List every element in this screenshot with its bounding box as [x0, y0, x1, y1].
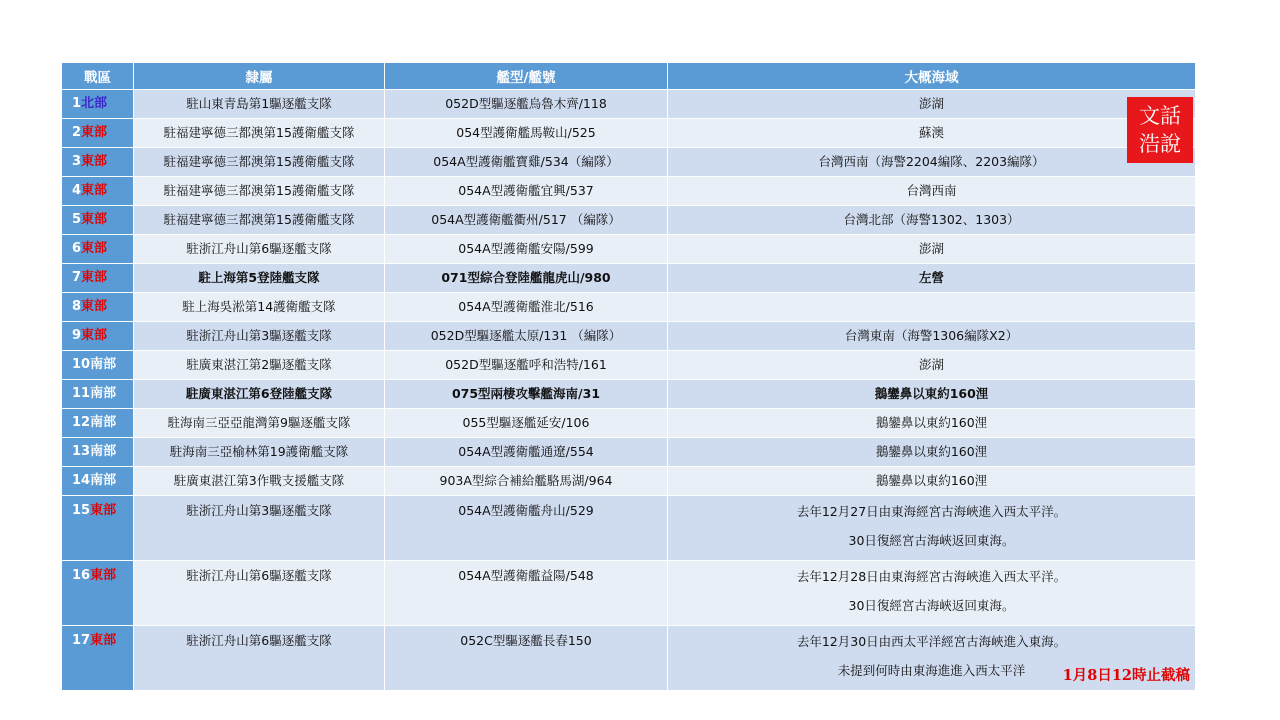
region-label: 東部 — [90, 503, 117, 518]
area-line: 台灣北部（海警1302、1303） — [843, 212, 1020, 227]
row-number: 2 — [72, 125, 82, 140]
row-number: 12 — [72, 415, 91, 430]
region-label: 東部 — [81, 328, 108, 343]
region-label: 南部 — [90, 444, 117, 459]
table-row — [62, 293, 1196, 322]
table-row — [62, 264, 1196, 293]
unit-cell: 駐浙江舟山第3驅逐艦支隊 — [134, 496, 385, 561]
area-cell — [668, 235, 1196, 264]
area-cell — [668, 148, 1196, 177]
region-cell — [62, 467, 134, 496]
area-line: 澎湖 — [918, 241, 944, 256]
area-cell — [668, 119, 1196, 148]
table-row — [62, 496, 1196, 561]
ship-cell: 052D型驅逐艦太原/131 （編隊） — [385, 322, 668, 351]
row-number: 5 — [72, 212, 82, 227]
ship-cell: 054A型護衛艦舟山/529 — [385, 496, 668, 561]
header-unit: 隸屬 — [134, 63, 385, 90]
row-number: 6 — [72, 241, 82, 256]
header-ship: 艦型/艦號 — [385, 63, 668, 90]
badge-line-2: 浩說 — [1139, 132, 1181, 156]
table-row — [62, 119, 1196, 148]
table-row — [62, 380, 1196, 409]
region-cell — [62, 438, 134, 467]
unit-cell: 駐海南三亞榆林第19護衛艦支隊 — [134, 438, 385, 467]
table-row — [62, 438, 1196, 467]
row-number: 8 — [72, 299, 82, 314]
ship-cell: 054A型護衛艦寶雞/534（編隊） — [385, 148, 668, 177]
unit-cell: 駐浙江舟山第6驅逐艦支隊 — [134, 626, 385, 691]
area-cell — [668, 561, 1196, 626]
region-label: 南部 — [90, 415, 117, 430]
unit-cell: 駐海南三亞亞龍灣第9驅逐艦支隊 — [134, 409, 385, 438]
fleet-table — [61, 62, 1196, 691]
ship-cell: 054A型護衛艦益陽/548 — [385, 561, 668, 626]
row-number: 17 — [72, 633, 91, 648]
row-number: 4 — [72, 183, 82, 198]
table-row — [62, 467, 1196, 496]
region-label: 東部 — [90, 633, 117, 648]
region-label: 南部 — [90, 386, 117, 401]
area-cell — [668, 90, 1196, 119]
unit-cell: 駐上海吳淞第14護衛艦支隊 — [134, 293, 385, 322]
region-cell — [62, 561, 134, 626]
region-label: 東部 — [90, 568, 117, 583]
table-row — [62, 148, 1196, 177]
table-row — [62, 206, 1196, 235]
header-region: 戰區 — [62, 63, 134, 90]
area-cell — [668, 496, 1196, 561]
row-number: 15 — [72, 503, 91, 518]
table-row — [62, 322, 1196, 351]
row-number: 1 — [72, 96, 82, 111]
region-label: 東部 — [81, 125, 108, 140]
area-line: 台灣西南 — [906, 183, 957, 198]
area-line: 30日復經宮古海峽返回東海。 — [848, 533, 1015, 548]
area-line: 30日復經宮古海峽返回東海。 — [848, 598, 1015, 613]
area-line: 鵝鑾鼻以東約160浬 — [874, 386, 989, 401]
area-cell — [668, 438, 1196, 467]
region-label: 東部 — [81, 241, 108, 256]
region-cell — [62, 626, 134, 691]
badge-line-1: 文話 — [1139, 104, 1181, 128]
region-cell — [62, 235, 134, 264]
table-row — [62, 235, 1196, 264]
region-cell — [62, 90, 134, 119]
region-label: 東部 — [81, 183, 108, 198]
unit-cell: 駐山東青島第1驅逐艦支隊 — [134, 90, 385, 119]
table-row — [62, 409, 1196, 438]
ship-cell: 054A型護衛艦衢州/517 （編隊） — [385, 206, 668, 235]
area-cell — [668, 322, 1196, 351]
area-line: 去年12月28日由東海經宮古海峽進入西太平洋。 — [796, 569, 1067, 584]
region-cell — [62, 293, 134, 322]
area-line: 鵝鑾鼻以東約160浬 — [875, 473, 988, 488]
table-body — [62, 90, 1196, 691]
table-row — [62, 90, 1196, 119]
ship-cell: 071型綜合登陸艦龍虎山/980 — [385, 264, 668, 293]
ship-cell: 055型驅逐艦延安/106 — [385, 409, 668, 438]
region-cell — [62, 322, 134, 351]
unit-cell: 駐上海第5登陸艦支隊 — [134, 264, 385, 293]
unit-cell: 駐福建寧德三都澳第15護衛艦支隊 — [134, 206, 385, 235]
area-cell — [668, 380, 1196, 409]
area-line: 澎湖 — [918, 96, 944, 111]
row-number: 3 — [72, 154, 82, 169]
ship-cell: 052D型驅逐艦烏魯木齊/118 — [385, 90, 668, 119]
ship-cell: 052D型驅逐艦呼和浩特/161 — [385, 351, 668, 380]
brand-badge — [1127, 97, 1193, 163]
area-line: 台灣東南（海警1306編隊X2） — [844, 328, 1019, 343]
table-row — [62, 351, 1196, 380]
table-header-row — [62, 63, 1196, 90]
area-cell — [668, 293, 1196, 322]
area-line: 左營 — [918, 270, 944, 285]
unit-cell: 駐浙江舟山第6驅逐艦支隊 — [134, 235, 385, 264]
unit-cell: 駐福建寧德三都澳第15護衛艦支隊 — [134, 119, 385, 148]
region-cell — [62, 351, 134, 380]
area-cell — [668, 409, 1196, 438]
area-line: 去年12月30日由西太平洋經宮古海峽進入東海。 — [796, 634, 1067, 649]
region-label: 東部 — [81, 212, 108, 227]
unit-cell: 駐廣東湛江第3作戰支援艦支隊 — [134, 467, 385, 496]
region-cell — [62, 409, 134, 438]
area-line: 澎湖 — [918, 357, 944, 372]
row-number: 13 — [72, 444, 91, 459]
header-area: 大概海域 — [668, 63, 1196, 90]
unit-cell: 駐福建寧德三都澳第15護衛艦支隊 — [134, 177, 385, 206]
row-number: 7 — [72, 270, 82, 285]
area-cell — [668, 264, 1196, 293]
region-label: 南部 — [90, 357, 117, 372]
area-line: 鵝鑾鼻以東約160浬 — [875, 415, 988, 430]
table-row — [62, 626, 1196, 691]
area-cell — [668, 467, 1196, 496]
table-row — [62, 561, 1196, 626]
unit-cell: 駐浙江舟山第3驅逐艦支隊 — [134, 322, 385, 351]
row-number: 10 — [72, 357, 91, 372]
ship-cell: 054A型護衛艦安陽/599 — [385, 235, 668, 264]
area-line: 蘇澳 — [918, 125, 944, 140]
unit-cell: 駐廣東湛江第6登陸艦支隊 — [134, 380, 385, 409]
region-label: 東部 — [81, 299, 108, 314]
area-line: 鵝鑾鼻以東約160浬 — [875, 444, 988, 459]
unit-cell: 駐浙江舟山第6驅逐艦支隊 — [134, 561, 385, 626]
row-number: 11 — [72, 386, 91, 401]
region-cell — [62, 177, 134, 206]
region-label: 東部 — [81, 270, 108, 285]
region-cell — [62, 264, 134, 293]
ship-cell: 075型兩棲攻擊艦海南/31 — [385, 380, 668, 409]
ship-cell: 054A型護衛艦淮北/516 — [385, 293, 668, 322]
table-row — [62, 177, 1196, 206]
ship-cell: 054型護衛艦馬鞍山/525 — [385, 119, 668, 148]
unit-cell: 駐福建寧德三都澳第15護衛艦支隊 — [134, 148, 385, 177]
unit-cell: 駐廣東湛江第2驅逐艦支隊 — [134, 351, 385, 380]
row-number: 14 — [72, 473, 91, 488]
area-line: 未提到何時由東海進進入西太平洋 — [837, 663, 1026, 678]
area-cell — [668, 206, 1196, 235]
deadline-note: 1月8日12時止截稿 — [1062, 667, 1190, 684]
area-line: 台灣西南（海警2204編隊、2203編隊） — [818, 154, 1045, 169]
region-label: 東部 — [81, 154, 108, 169]
area-line: 去年12月27日由東海經宮古海峽進入西太平洋。 — [796, 504, 1067, 519]
area-cell — [668, 177, 1196, 206]
ship-cell: 903A型綜合補給艦駱馬湖/964 — [385, 467, 668, 496]
region-cell — [62, 119, 134, 148]
region-cell — [62, 496, 134, 561]
region-label: 南部 — [90, 473, 117, 488]
region-label: 北部 — [81, 96, 108, 111]
ship-cell: 054A型護衛艦通遼/554 — [385, 438, 668, 467]
region-cell — [62, 380, 134, 409]
row-number: 16 — [72, 568, 91, 583]
row-number: 9 — [72, 328, 82, 343]
region-cell — [62, 148, 134, 177]
region-cell — [62, 206, 134, 235]
ship-cell: 054A型護衛艦宜興/537 — [385, 177, 668, 206]
area-cell — [668, 351, 1196, 380]
ship-cell: 052C型驅逐艦長春150 — [385, 626, 668, 691]
